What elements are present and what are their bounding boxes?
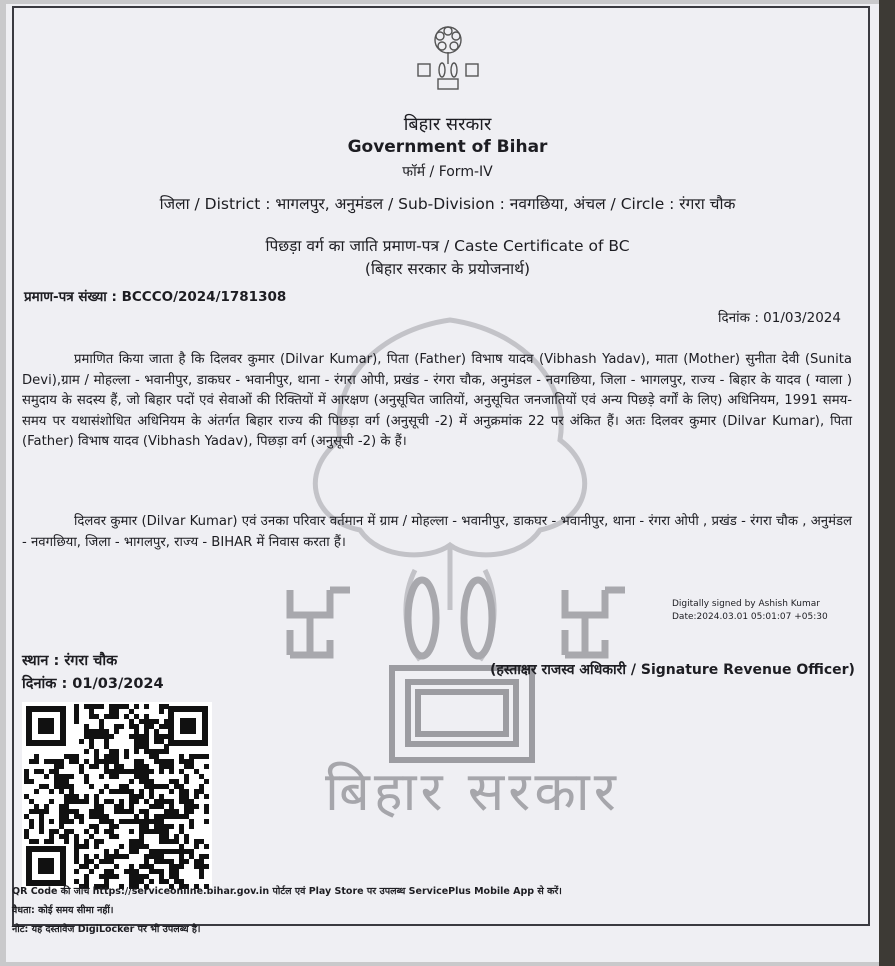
date-line-bottom: दिनांक : 01/03/2024	[22, 676, 164, 692]
certificate-paragraph-1: प्रमाणित किया जाता है कि दिलवर कुमार (Dilvar Kumar), पिता (Father) विभाष यादव (Vibhash Yadav), माता (Mother) सुनीता देवी (Sunita Devi),ग्राम / मोहल्ला - भवानीपुर, डाकघर - भवानीपुर, थाना - रंगरा ओपी, प्रखंड - रंगरा चौक, अनुमंडल - नवगछिया, जिला - भागलपुर, राज्य - बिहार के यादव ( ग्वाला ) समुदाय के सदस्य हैं, जो बिहार पदों एवं सेवाओं की रिक्तियों में आरक्षण (अनुसूचित जातियों, अनुसूचित जनजातियों एवं अन्य पिछड़े वर्गों के लिए) अधिनियम, 1991 समय-समय पर यथासंशोधित अधिनियम के अंतर्गत बिहार राज्य की पिछड़ा वर्ग (अनुसूची -2) में अनुक्रमांक 22 पर अंकित हैं। अतः दिलवर कुमार (Dilvar Kumar), पिता (Father) विभाष यादव (Vibhash Yadav), पिछड़ा वर्ग (अनुसूची -2) के हैं।	[22, 352, 852, 449]
district-line: जिला / District : भागलपुर, अनुमंडल / Sub-Division : नवगछिया, अंचल / Circle : रंगरा चौक	[159, 195, 736, 213]
place-line: स्थान : रंगरा चौक	[22, 653, 118, 669]
certificate-paragraph-2: दिलवर कुमार (Dilvar Kumar) एवं उनका परिवार वर्तमान में ग्राम / मोहल्ला - भवानीपुर, डाकघर - भवानीपुर, थाना - रंगरा ओपी , प्रखंड - रंगरा चौक , अनुमंडल - नवगछिया, जिला - भागलपुर, राज्य - BIHAR में निवास करता हैं।	[22, 514, 852, 550]
footer-validity: वैधता: कोई समय सीमा नहीं।	[12, 905, 114, 916]
qr-code[interactable]	[22, 702, 212, 890]
signature-label: (हस्ताक्षर राजस्व अधिकारी / Signature Revenue Officer)	[490, 662, 855, 678]
footer-digilocker-note: नोट: यह दस्तावेज DigiLocker पर भी उपलब्ध है।	[12, 924, 201, 935]
govt-title-english: Government of Bihar	[347, 137, 548, 157]
purpose-line: (बिहार सरकार के प्रयोजनार्थ)	[364, 260, 531, 278]
digital-sign-line-1: Digitally signed by Ashish Kumar	[672, 599, 820, 609]
issue-date: दिनांक : 01/03/2024	[718, 310, 841, 326]
certificate-title: पिछड़ा वर्ग का जाति प्रमाण-पत्र / Caste Certificate of BC	[265, 237, 630, 255]
digital-sign-line-2: Date:2024.03.01 05:01:07 +05:30	[672, 612, 828, 622]
watermark-text: बिहार सरकार	[325, 760, 620, 823]
form-number: फॉर्म / Form-IV	[402, 164, 493, 180]
certificate-number: प्रमाण-पत्र संख्या : BCCCO/2024/1781308	[24, 289, 287, 305]
footer-qr-note: QR Code की जाँच https://serviceonline.bihar.gov.in पोर्टल एवं Play Store पर उपलब्ध ServicePlus Mobile App से करें।	[12, 886, 562, 897]
govt-title-hindi: बिहार सरकार	[403, 114, 492, 135]
bihar-emblem-logo	[412, 22, 484, 92]
